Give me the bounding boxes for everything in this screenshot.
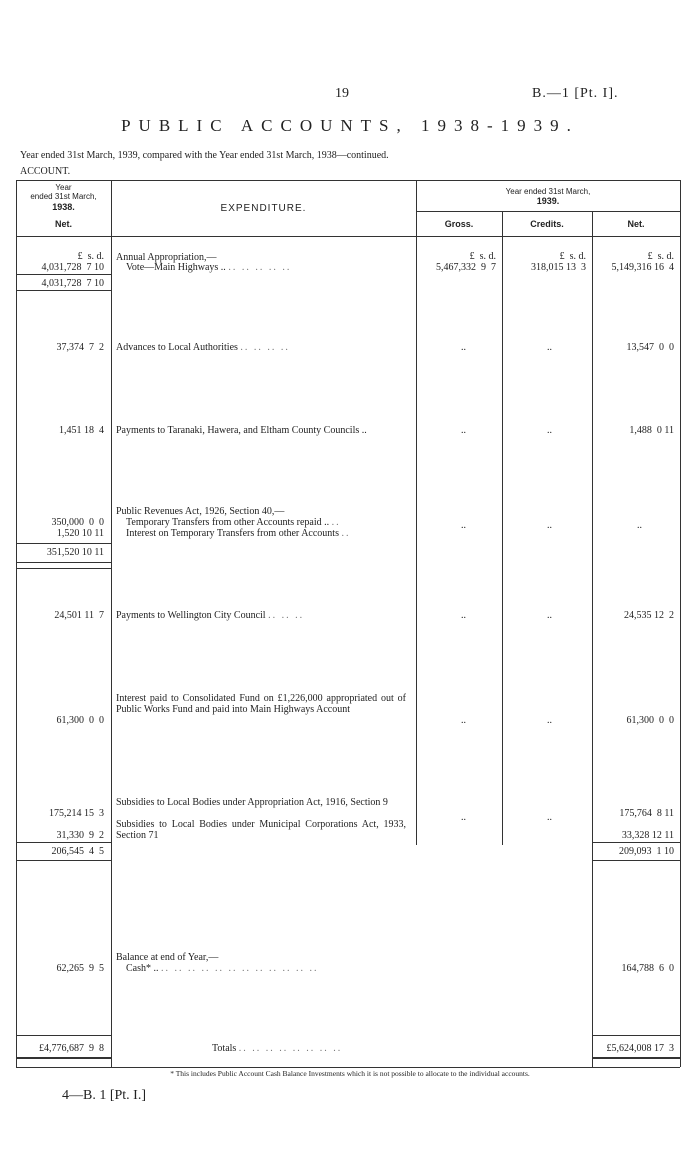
row7-prev-net-b: 31,330 9 2: [56, 830, 104, 841]
unit-label-gross: £ s. d.: [469, 251, 496, 262]
vote-main-highways-text: Vote—Main Highways ..: [126, 262, 226, 273]
row5-net: 24,535 12 2: [624, 610, 674, 621]
unit-label-net: £ s. d.: [647, 251, 674, 262]
temporary-transfers-text: Temporary Transfers from other Accounts repaid ..: [126, 517, 330, 528]
wellington-text: Payments to Wellington City Council: [116, 610, 266, 621]
row5-credits: ..: [547, 610, 552, 621]
row5-gross: ..: [461, 610, 466, 621]
page-signature: 4—B. 1 [Pt. I.]: [62, 1088, 146, 1103]
row2-net: 13,547 0 0: [626, 342, 674, 353]
row1-gross: 5,467,332 9 7: [436, 262, 496, 273]
row4-credits: ..: [547, 520, 552, 531]
footnote: * This includes Public Account Cash Balance Investments which it is not possible to allocate to the individual accounts.: [170, 1069, 530, 1078]
row7-net-subtotal: 209,093 1 10: [619, 846, 674, 857]
row-balance-label: Balance at end of Year,—: [116, 952, 219, 963]
row-subsidies-appropriation-label: Subsidies to Local Bodies under Appropriation Act, 1916, Section 9: [116, 797, 388, 808]
totals-label: Totals .. .. .. .. .. .. .. ..: [212, 1043, 343, 1054]
row2-gross: ..: [461, 342, 466, 353]
row7-net-b: 33,328 12 11: [621, 830, 674, 841]
credits-header: Credits.: [530, 219, 564, 229]
expenditure-header: EXPENDITURE.: [220, 203, 307, 214]
row-interest-transfers-label: Interest on Temporary Transfers from other Accounts ..: [126, 528, 351, 539]
row4-gross: ..: [461, 520, 466, 531]
prev-year-header-line2: ended 31st March,: [30, 192, 97, 201]
row8-prev-net: 62,265 9 5: [56, 963, 104, 974]
document-reference: B.—1 [Pt. I].: [532, 86, 619, 101]
account-label: ACCOUNT.: [20, 166, 71, 177]
row1-net: 5,149,316 16 4: [611, 262, 674, 273]
row-annual-appropriation-label: Annual Appropriation,—: [116, 252, 217, 263]
row3-net: 1,488 0 11: [629, 425, 674, 436]
net-header: Net.: [627, 219, 645, 229]
totals-net: £5,624,008 17 3: [606, 1043, 674, 1054]
row4-net: ..: [637, 520, 642, 531]
row7-prev-net-a: 175,214 15 3: [49, 808, 104, 819]
row3-credits: ..: [547, 425, 552, 436]
row4-prev-net-a: 350,000 0 0: [51, 517, 104, 528]
row7-credits: ..: [547, 812, 552, 823]
prev-year-label: 1938.: [52, 202, 75, 212]
current-year-label: 1939.: [536, 196, 560, 206]
row2-prev-net: 37,374 7 2: [56, 342, 104, 353]
row7-net-a: 175,764 8 11: [619, 808, 674, 819]
row1-credits: 318,015 13 3: [531, 262, 586, 273]
advances-text: Advances to Local Authorities: [116, 342, 238, 353]
row4-prev-net-b: 1,520 10 11: [56, 528, 104, 539]
current-year-header: Year ended 31st March,: [505, 187, 591, 196]
totals-text: Totals: [212, 1043, 237, 1054]
unit-label-credits: £ s. d.: [559, 251, 586, 262]
row1-prev-subtotal: 4,031,728 7 10: [41, 278, 104, 289]
row-temporary-transfers-label: Temporary Transfers from other Accounts repaid .. ..: [126, 517, 341, 528]
row-advances-label: Advances to Local Authorities .. .. .. ..: [116, 342, 290, 353]
row6-net: 61,300 0 0: [626, 715, 674, 726]
page-subtitle: Year ended 31st March, 1939, compared with the Year ended 31st March, 1938—continued.: [20, 150, 389, 161]
unit-label-prev: £ s. d.: [77, 251, 104, 262]
row7-gross: ..: [461, 812, 466, 823]
gross-header: Gross.: [444, 219, 474, 229]
row-wellington-label: Payments to Wellington City Council .. .. ..: [116, 610, 305, 621]
prev-year-header-line1: Year: [55, 183, 72, 192]
page-number: 19: [335, 86, 349, 101]
totals-prev-net: £4,776,687 9 8: [39, 1043, 104, 1054]
cash-text: Cash* ..: [126, 963, 159, 974]
row7-prev-subtotal: 206,545 4 5: [51, 846, 104, 857]
row6-credits: ..: [547, 715, 552, 726]
row-subsidies-municipal-label: Subsidies to Local Bodies under Municipal Corporations Act, 1933, Section 71: [116, 819, 406, 841]
page-title: PUBLIC ACCOUNTS, 1938-1939.: [121, 116, 579, 135]
row-taranaki-label: Payments to Taranaki, Hawera, and Eltham County Councils ..: [116, 425, 367, 436]
prev-year-net-header: Net.: [54, 219, 72, 229]
row2-credits: ..: [547, 342, 552, 353]
interest-transfers-text: Interest on Temporary Transfers from other Accounts: [126, 528, 339, 539]
row-public-revenues-label: Public Revenues Act, 1926, Section 40,—: [116, 506, 285, 517]
prev-year-header: [16, 183, 111, 201]
row-cash-label: Cash* .. .. .. .. .. .. .. .. .. .. .. .. ..: [126, 963, 319, 974]
row6-gross: ..: [461, 715, 466, 726]
row8-net: 164,788 6 0: [621, 963, 674, 974]
row3-prev-net: 1,451 18 4: [59, 425, 104, 436]
row3-gross: ..: [461, 425, 466, 436]
row6-prev-net: 61,300 0 0: [56, 715, 104, 726]
row4-prev-subtotal: 351,520 10 11: [46, 547, 104, 558]
row1-prev-net: 4,031,728 7 10: [41, 262, 104, 273]
row-interest-consolidated-label: Interest paid to Consolidated Fund on £1,226,000 appropriated out of Public Works Fund and paid into Main Highways Account: [116, 693, 406, 715]
row5-prev-net: 24,501 11 7: [54, 610, 104, 621]
row-vote-main-highways-label: Vote—Main Highways .. .. .. .. .. ..: [126, 262, 292, 273]
